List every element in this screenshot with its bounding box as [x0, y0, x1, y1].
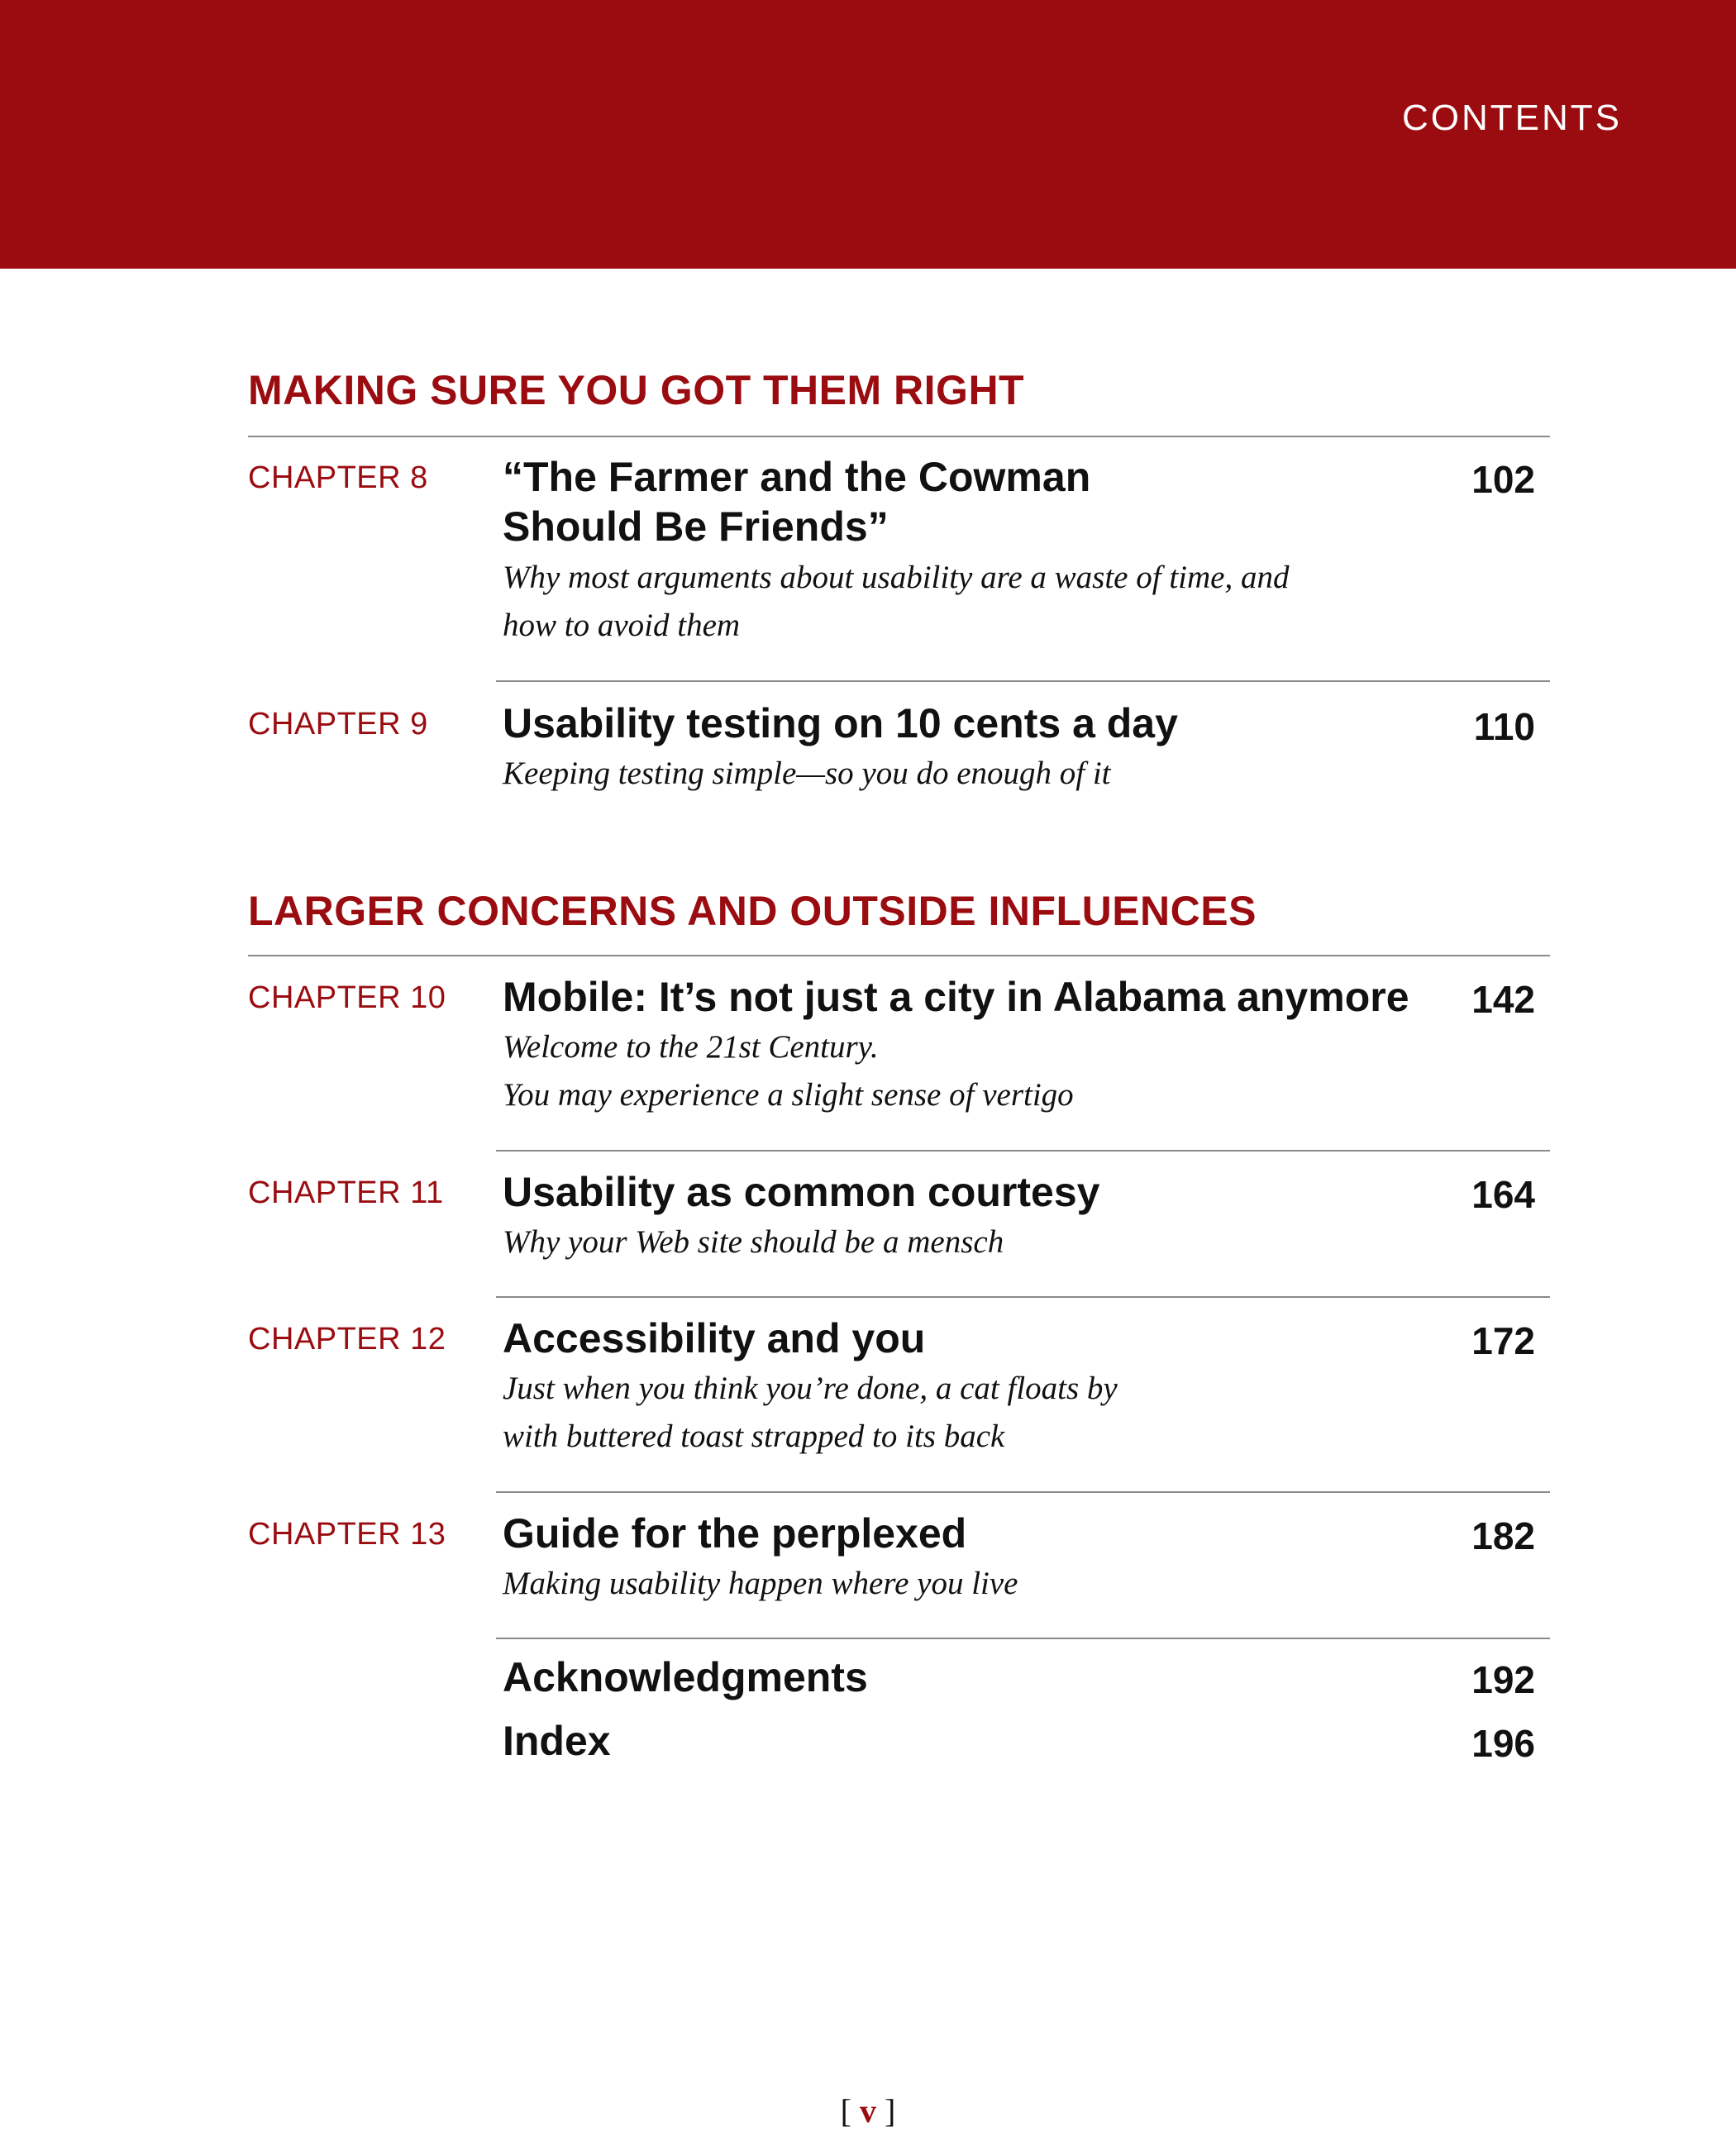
chapter-11-page[interactable]: 164	[1471, 1173, 1535, 1216]
chapter-13-label: CHAPTER 13	[248, 1517, 446, 1552]
chapter-8-subtitle-line1: Why most arguments about usability are a waste of time, and	[503, 560, 1290, 595]
chapter-8-label: CHAPTER 8	[248, 460, 428, 495]
chapter-10-label: CHAPTER 10	[248, 980, 446, 1015]
chapter-10-subtitle	[503, 1023, 1395, 1119]
page-folio	[0, 2091, 1736, 2130]
section-title-larger-concerns: LARGER CONCERNS AND OUTSIDE INFLUENCES	[248, 888, 1257, 934]
chapter-13-page[interactable]: 182	[1471, 1514, 1535, 1557]
chapter-12-subtitle-line1: Just when you think you’re done, a cat floats by	[503, 1371, 1118, 1406]
chapter-11-label: CHAPTER 11	[248, 1175, 444, 1210]
chapter-9-label: CHAPTER 9	[248, 707, 428, 741]
chapter-rule	[496, 1638, 1550, 1639]
header-band	[0, 0, 1736, 269]
chapter-rule	[496, 1296, 1550, 1298]
chapter-rule	[496, 1491, 1550, 1493]
section-rule	[248, 955, 1550, 956]
section-rule	[248, 436, 1550, 437]
chapter-8-page[interactable]: 102	[1471, 458, 1535, 501]
chapter-8-title-line1: “The Farmer and the Cowman	[503, 454, 1091, 500]
folio-page-number: v	[860, 2092, 876, 2129]
chapter-12-label: CHAPTER 12	[248, 1322, 446, 1357]
chapter-rule	[496, 680, 1550, 682]
chapter-9-subtitle: Keeping testing simple—so you do enough of it	[503, 756, 1111, 791]
folio-close-bracket: ]	[885, 2092, 896, 2129]
page-header-title: CONTENTS	[1402, 98, 1622, 138]
acknowledgments-page[interactable]: 192	[1471, 1658, 1535, 1701]
chapter-8-title-line2: Should Be Friends”	[503, 503, 889, 550]
chapter-12-title[interactable]: Accessibility and you	[503, 1315, 926, 1361]
chapter-10-subtitle-line1: Welcome to the 21st Century.	[503, 1029, 879, 1065]
chapter-12-subtitle	[503, 1365, 1395, 1461]
chapter-11-title[interactable]: Usability as common courtesy	[503, 1169, 1100, 1215]
chapter-10-subtitle-line2: You may experience a slight sense of vertigo	[503, 1077, 1074, 1113]
chapter-rule	[496, 1150, 1550, 1152]
chapter-12-page[interactable]: 172	[1471, 1319, 1535, 1362]
chapter-9-page[interactable]: 110	[1473, 705, 1535, 748]
chapter-8-title[interactable]	[503, 452, 1395, 551]
chapter-8-subtitle-line2: how to avoid them	[503, 608, 741, 643]
index-title[interactable]: Index	[503, 1718, 611, 1764]
chapter-9-title[interactable]: Usability testing on 10 cents a day	[503, 700, 1178, 746]
section-title-making-sure: MAKING SURE YOU GOT THEM RIGHT	[248, 367, 1025, 413]
chapter-10-page[interactable]: 142	[1471, 978, 1535, 1021]
chapter-13-title[interactable]: Guide for the perplexed	[503, 1510, 967, 1557]
chapter-12-subtitle-line2: with buttered toast strapped to its back	[503, 1419, 1005, 1454]
acknowledgments-title[interactable]: Acknowledgments	[503, 1654, 868, 1700]
index-page[interactable]: 196	[1471, 1722, 1535, 1765]
chapter-10-title[interactable]: Mobile: It’s not just a city in Alabama anymore	[503, 974, 1409, 1020]
folio-open-bracket: [	[840, 2092, 851, 2129]
chapter-13-subtitle: Making usability happen where you live	[503, 1566, 1018, 1601]
chapter-8-subtitle	[503, 554, 1395, 650]
chapter-11-subtitle: Why your Web site should be a mensch	[503, 1224, 1004, 1260]
